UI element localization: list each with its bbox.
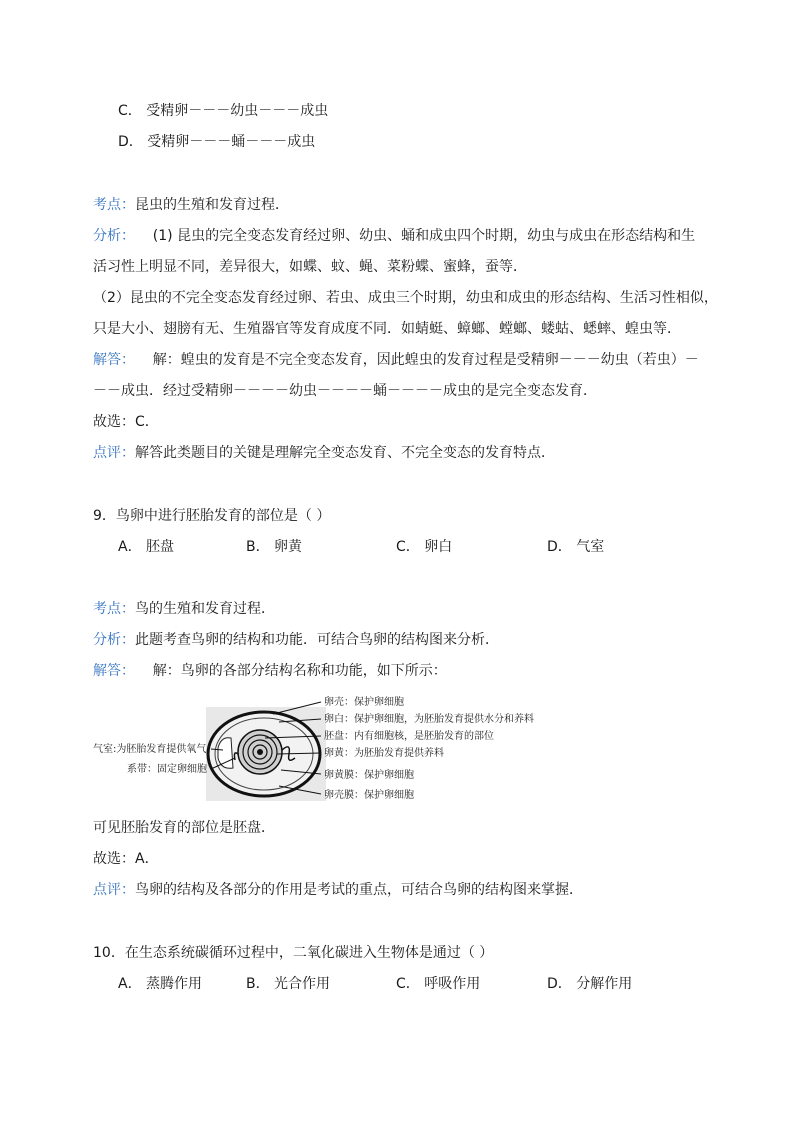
bird-egg-diagram [93, 694, 553, 804]
kaodian-text: 鸟的生殖和发育过程． [135, 601, 275, 617]
label-shell: 卵壳：保护卵细胞 [324, 697, 404, 708]
q10-option-a: A． 蒸腾作用 [118, 976, 203, 992]
label-albumen: 卵白：保护卵细胞，为胚胎发育提供水分和养料 [324, 714, 534, 725]
jieda-label: 解答： [93, 663, 135, 679]
q9-stem: 9．鸟卵中进行胚胎发育的部位是（ ） [93, 508, 331, 524]
q8-fenxi-line4: 只是大小、翅膀有无、生殖器官等发育成度不同．如蜻蜓、蟑螂、螳螂、蝼蛄、蟋蟀、蝗虫等． [93, 321, 681, 337]
kaodian-text: 昆虫的生殖和发育过程． [135, 197, 289, 213]
q8-option-d: D． 受精卵－－－蛹－－－成虫 [118, 134, 316, 150]
dianping-label: 点评： [93, 445, 135, 461]
q8-dianping [93, 444, 555, 462]
dianping-text: 解答此类题目的关键是理解完全变态发育、不完全变态的发育特点． [135, 445, 555, 461]
kaodian-label: 考点： [93, 197, 135, 213]
label-yolk: 卵黄：为胚胎发育提供养料 [324, 748, 444, 759]
fenxi-text: 此题考查鸟卵的结构和功能．可结合鸟卵的结构图来分析． [135, 632, 499, 648]
q8-option-c: C． 受精卵－－－幼虫－－－成虫 [118, 103, 329, 119]
fenxi-label: 分析： [93, 632, 135, 648]
germinal-disc-dot [257, 749, 263, 755]
q9-option-b: B． 卵黄 [246, 539, 303, 555]
q9-guxuan: 故选：A． [93, 851, 159, 867]
q8-fenxi [93, 227, 695, 245]
q8-jieda [93, 351, 699, 369]
q9-jieda [93, 662, 447, 680]
air-cell-shape [218, 738, 233, 769]
q9-option-d: D． 气室 [547, 539, 605, 555]
kaodian-label: 考点： [93, 601, 135, 617]
label-chalaza: 系带：固定卵细胞 [127, 764, 207, 775]
q8-fenxi-line2: 活习性上明显不同，差异很大，如蝶、蚊、蝇、菜粉蝶、蜜蜂，蚕等． [93, 259, 527, 275]
q10-option-d: D． 分解作用 [547, 976, 633, 992]
q8-kaodian [93, 196, 289, 214]
fenxi-label: 分析： [93, 228, 135, 244]
q10-option-b: B． 光合作用 [246, 976, 331, 992]
q9-kaodian [93, 600, 275, 618]
jieda-text: 解：鸟卵的各部分结构名称和功能，如下所示： [135, 663, 447, 679]
q10-option-c: C． 呼吸作用 [396, 976, 481, 992]
label-germinal-disc: 胚盘：内有细胞核，是胚胎发育的部位 [324, 731, 494, 742]
label-air-cell: 气室:为胚胎发育提供氧气 [93, 744, 207, 755]
dianping-label: 点评： [93, 882, 135, 898]
q9-conclusion: 可见胚胎发育的部位是胚盘． [93, 820, 275, 836]
q9-option-c: C． 卵白 [396, 539, 453, 555]
label-shell-membrane: 卵壳膜：保护卵细胞 [324, 790, 414, 801]
fenxi-line1: (1) 昆虫的完全变态发育经过卵、幼虫、蛹和成虫四个时期，幼虫与成虫在形态结构和生 [135, 228, 696, 244]
q8-jieda-line2: －－成虫．经过受精卵－－－－幼虫－－－－蛹－－－－成虫的是完全变态发育． [93, 383, 597, 399]
jieda-label: 解答： [93, 352, 135, 368]
q9-option-a: A． 胚盘 [118, 539, 175, 555]
label-yolk-membrane: 卵黄膜：保护卵细胞 [324, 770, 414, 781]
q9-dianping [93, 881, 583, 899]
dianping-text: 鸟卵的结构及各部分的作用是考试的重点，可结合鸟卵的结构图来掌握． [135, 882, 583, 898]
q10-stem: 10．在生态系统碳循环过程中，二氧化碳进入生物体是通过（ ） [93, 945, 494, 961]
q8-fenxi-line3: （2）昆虫的不完全变态发育经过卵、若虫、成虫三个时期，幼虫和成虫的形态结构、生活习性相似， [93, 290, 718, 306]
q9-fenxi [93, 631, 499, 649]
q8-guxuan: 故选：C． [93, 414, 159, 430]
jieda-line1: 解：蝗虫的发育是不完全变态发育，因此蝗虫的发育过程是受精卵－－－幼虫（若虫）－ [135, 352, 699, 368]
